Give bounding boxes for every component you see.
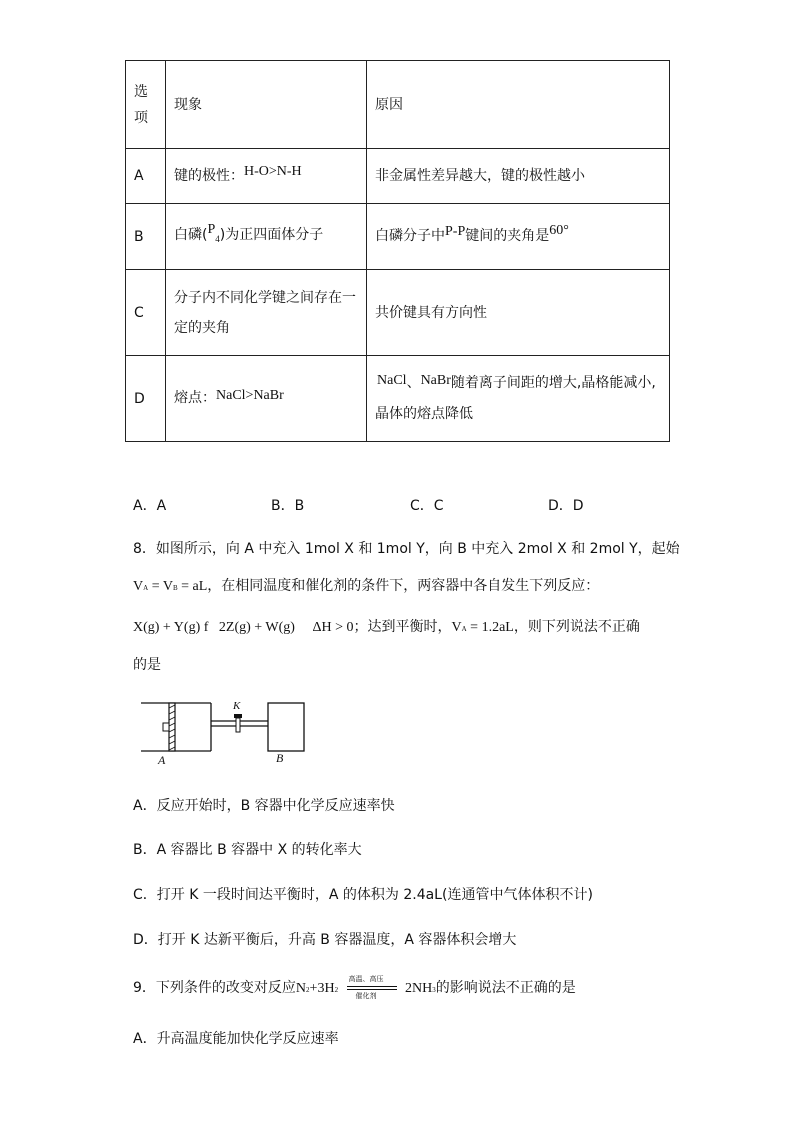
row-option: B [126,204,166,270]
row-option: C [126,270,166,356]
choice-d[interactable]: D．D [548,498,584,514]
question-8-option-a[interactable]: A．反应开始时，B 容器中化学反应速率快 [133,798,395,814]
question-8-option-b[interactable]: B．A 容器比 B 容器中 X 的转化率大 [133,842,362,858]
row-reason: 白磷分子中P-P键间的夹角是60° [367,204,670,270]
question-8-line-2: VA = VB = aL，在相同温度和催化剂的条件下，两容器中各自发生下列反应： [133,578,600,594]
row-reason: 非金属性差异越大，键的极性越小 [367,149,670,204]
row-phenomenon: 白磷$(P_4)$为正四面体分子 [166,204,367,270]
table-row [126,356,670,442]
question-9-option-a[interactable]: A．升高温度能加快化学反应速率 [133,1031,339,1047]
row-reason: 共价键具有方向性 [367,270,670,356]
table-row [126,270,670,356]
table-row [126,149,670,204]
choice-a[interactable]: A．A [133,498,167,514]
row-option: A [126,149,166,204]
row-phenomenon: 熔点：NaCl>NaBr [166,356,367,442]
header-reason: 原因 [367,61,670,149]
choice-b[interactable]: B．B [271,498,305,514]
container-a [141,703,211,751]
container-b [268,703,304,751]
question-7-choices [133,495,693,515]
valve-k [234,714,242,732]
question-8-line-1: 8．如图所示，向 A 中充入 1mol X 和 1mol Y，向 B 中充入 2mol X 和 2mol Y，起始 [133,541,680,557]
row-option: D [126,356,166,442]
figure-label-a: A [158,753,166,767]
figure-label-b: B [276,751,284,765]
table-header-row [126,61,670,149]
question-8-line-4: 的是 [133,657,161,673]
question-8-line-3: X(g) + Y(g) f 2Z(g) + W(g) ΔH > 0；达到平衡时，VA = 1.2aL，则下列说法不正确 [133,619,640,635]
question-8-option-c[interactable]: C．打开 K 一段时间达平衡时，A 的体积为 2.4aL(连通管中气体体积不计) [133,887,593,903]
header-phenomenon: 现象 [166,61,367,149]
row-phenomenon: 键的极性：H-O>N-H [166,149,367,204]
row-reason: NaCl、NaBr随着离子间距的增大,晶格能减小,晶体的熔点降低 [367,356,670,442]
row-phenomenon: 分子内不同化学键之间存在一定的夹角 [166,270,367,356]
choice-c[interactable]: C．C [410,498,444,514]
question-8-option-d[interactable]: D．打开 K 达新平衡后，升高 B 容器温度，A 容器体积会增大 [133,932,517,948]
question-7-table [125,60,670,442]
equilibrium-arrow: 高温、高压 催化剂 [343,978,401,998]
figure-label-k: K [233,700,241,712]
question-9-stem: 9．下列条件的改变对反应N2+3H2 高温、高压 催化剂 2NH3的影响说法不正确的是 [133,975,576,1000]
table-row [126,204,670,270]
header-option: 选项 [126,61,166,149]
